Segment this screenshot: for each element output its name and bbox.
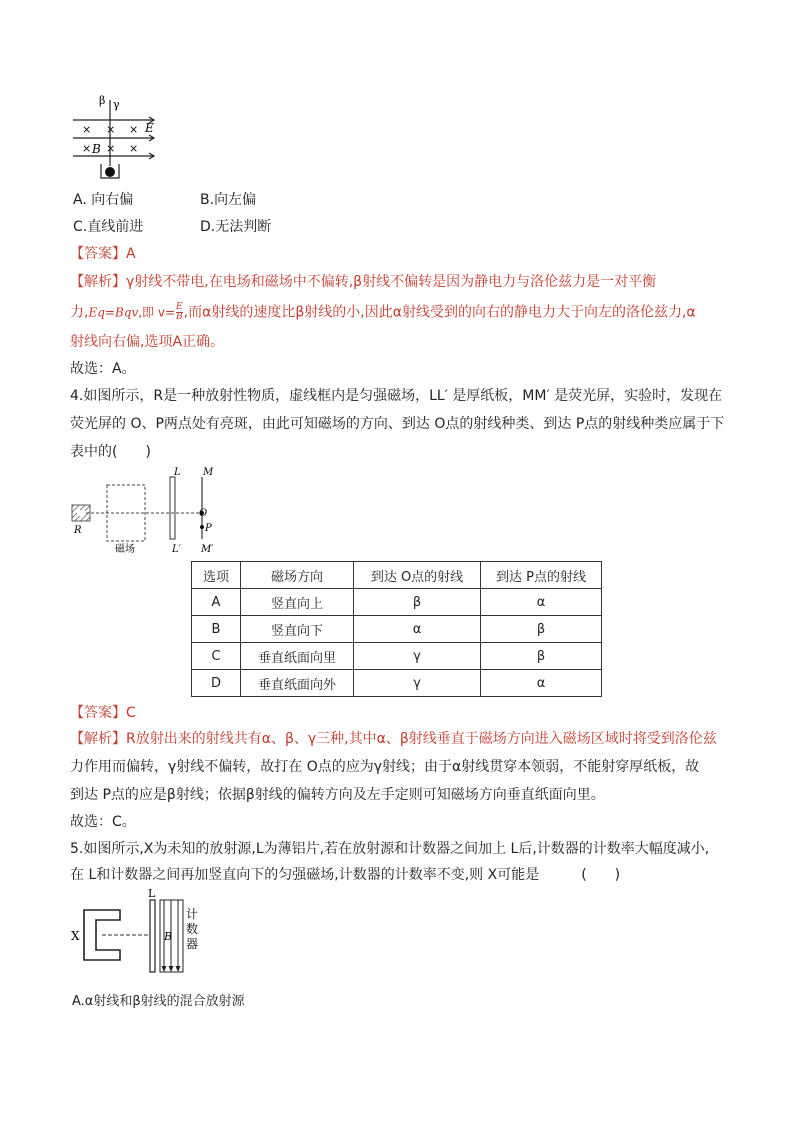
q3-beta-label: β: [99, 94, 106, 107]
table-cell: C: [192, 643, 241, 670]
table-header-cell: 到达 O点的射线: [354, 562, 481, 589]
table-cell: B: [192, 616, 241, 643]
q4-stem-line2: 荧光屏的 O、P两点处有亮斑，由此可知磁场的方向、到达 O点的射线种类、到达 P点的射线种类应属于下: [70, 416, 725, 432]
q4-figure: [68, 465, 228, 557]
q5-stem-line1: 5.如图所示,X为未知的放射源,L为薄铝片,若在放射源和计数器之间加上 L后,计数器的计数率大幅度减小,: [70, 841, 710, 857]
q4-L-label: L: [174, 467, 181, 478]
table-cell: β: [354, 589, 481, 616]
q3-cross: ×: [82, 123, 92, 136]
q5-L-label: L: [148, 888, 156, 900]
table-cell: D: [192, 670, 241, 697]
table-cell: γ: [354, 643, 481, 670]
q3-choose: 故选：A。: [70, 361, 136, 377]
q5-stem-line2: 在 L和计数器之间再加竖直向下的匀强磁场,计数器的计数率不变,则 X可能是 ( ): [70, 867, 621, 883]
q3-analysis-line1: 【解析】γ射线不带电,在电场和磁场中不偏转,β射线不偏转是因为静电力与洛伦兹力是一对平衡: [70, 274, 657, 290]
q4-choose: 故选：C。: [70, 814, 136, 830]
q4-P-label: P: [205, 523, 212, 534]
q3-analysis-line2: 力,Eq=Bqv,即 v= $\frac{E}{B}$ ,而α射线的速度比β射线的小,因此α射线受到的向右的静电力大于向左的洛伦兹力,α: [70, 302, 696, 322]
q3-option-c: C.直线前进: [73, 219, 144, 235]
q4-L2-label: L′: [172, 544, 181, 555]
q4-analysis-line2: 力作用而偏转，γ射线不偏转，故打在 O点的应为γ射线；由于α射线贯穿本领弱，不能射穿厚纸板，故: [70, 759, 700, 775]
table-row: [192, 589, 602, 616]
table-cell: 竖直向下: [241, 616, 354, 643]
q4-R-label: R: [74, 525, 82, 536]
q3-fraction: $\frac{E}{B}$: [176, 302, 183, 322]
q5-B-label: B: [164, 930, 173, 943]
table-row: [192, 643, 602, 670]
q5-figure: [68, 888, 218, 978]
q5-counter-char: 数: [186, 922, 199, 936]
table-cell: β: [481, 616, 602, 643]
table-cell: α: [481, 670, 602, 697]
table-cell: γ: [354, 670, 481, 697]
q4-analysis-line1: 【解析】R放射出来的射线共有α、β、γ三种,其中α、β射线垂直于磁场方向进入磁场区域时将受到洛伦兹: [70, 731, 717, 747]
table-header-cell: 选项: [192, 562, 241, 589]
q4-stem-line3: 表中的( ): [70, 444, 151, 460]
table-cell: 垂直纸面向外: [241, 670, 354, 697]
table-header-cell: 磁场方向: [241, 562, 354, 589]
q3-cross: ×: [129, 123, 139, 136]
q4-answer: 【答案】C: [70, 705, 136, 721]
q3-option-b: B.向左偏: [200, 192, 257, 208]
q3-gamma-label: γ: [113, 98, 120, 111]
q4-field-label: 磁场: [115, 544, 135, 555]
q3-cross: ×: [106, 142, 116, 155]
q4-M-label: M: [203, 467, 214, 478]
q3-B-label: B: [92, 142, 101, 156]
q3-cross: ×: [106, 123, 116, 136]
q3-cross: ×: [82, 142, 92, 155]
q5-option-a: A.α射线和β射线的混合放射源: [72, 994, 245, 1009]
q3-figure: [68, 92, 160, 180]
q3-option-a: A. 向右偏: [73, 192, 134, 208]
table-header-row: [192, 562, 602, 589]
table-cell: α: [481, 589, 602, 616]
table-cell: A: [192, 589, 241, 616]
q5-X-label: X: [71, 929, 80, 943]
q3-analysis-line3: 射线向右偏,选项A正确。: [70, 334, 225, 350]
table-row: [192, 670, 602, 697]
q3-option-d: D.无法判断: [200, 219, 272, 235]
q4-options-table: [191, 561, 602, 697]
q3-E-label: E: [145, 121, 154, 135]
table-cell: 垂直纸面向里: [241, 643, 354, 670]
q5-counter-char: 器: [186, 937, 199, 951]
q4-analysis-line3: 到达 P点的应是β射线；依据β射线的偏转方向及左手定则可知磁场方向垂直纸面向里。: [70, 787, 605, 803]
q5-counter-char: 计: [186, 907, 199, 921]
table-cell: α: [354, 616, 481, 643]
q4-O-label: O: [199, 508, 208, 519]
q4-stem-line1: 4.如图所示，R是一种放射性物质，虚线框内是匀强磁场，LL′ 是厚纸板，MM′ 是荧光屏，实验时，发现在: [70, 388, 723, 404]
table-cell: β: [481, 643, 602, 670]
table-header-cell: 到达 P点的射线: [481, 562, 602, 589]
table-row: [192, 616, 602, 643]
q3-answer: 【答案】A: [70, 246, 136, 262]
q3-cross: ×: [129, 142, 139, 155]
q4-M2-label: M′: [201, 544, 214, 555]
table-cell: 竖直向上: [241, 589, 354, 616]
